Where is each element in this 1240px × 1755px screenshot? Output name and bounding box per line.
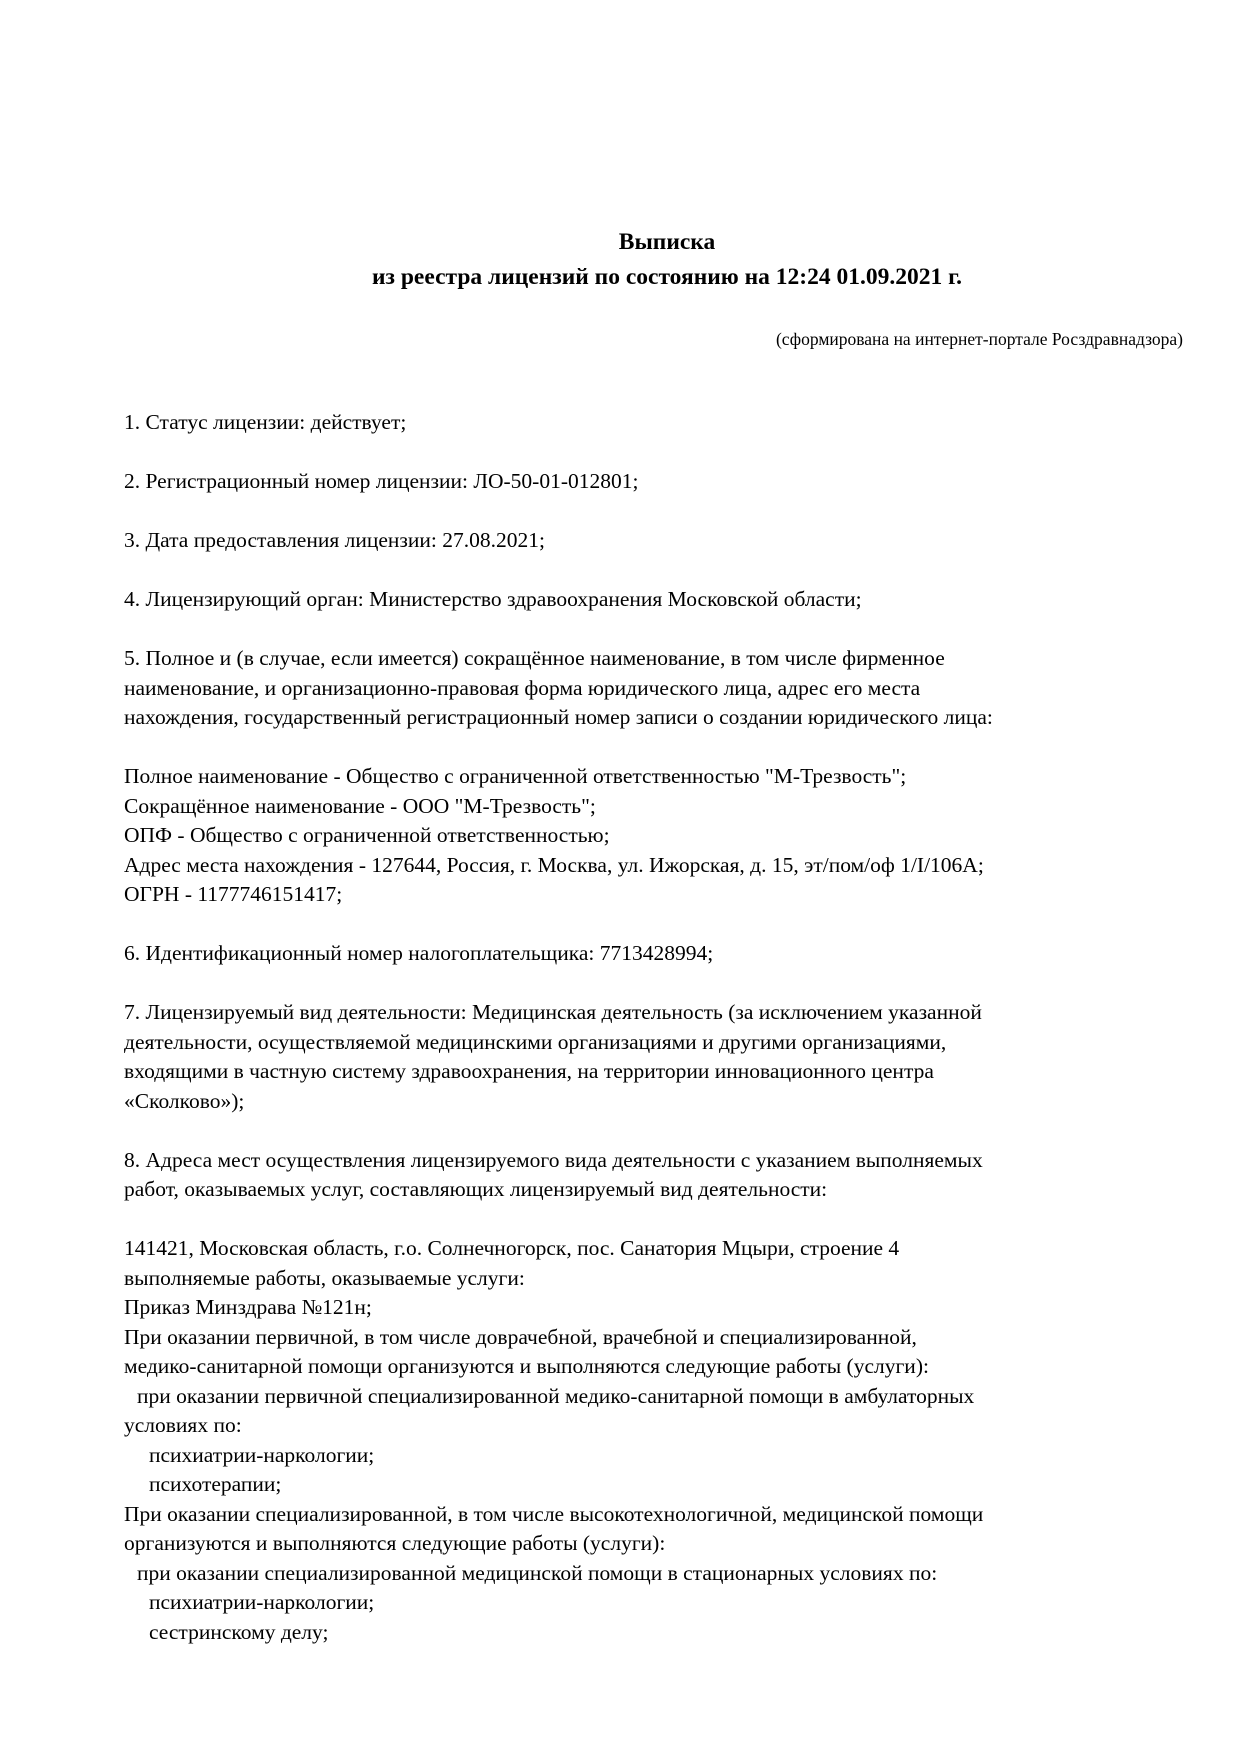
document-line: Приказ Минздрава №121н; — [124, 1295, 372, 1319]
document-line: «Сколково»); — [124, 1088, 245, 1113]
document-line: организуются и выполняются следующие работы (услуги): — [124, 1531, 666, 1555]
paragraph-block — [124, 585, 1210, 615]
document-line: 6. Идентификационный номер налогоплательщика: 7713428994; — [124, 941, 714, 965]
document-line: 5. Полное и (в случае, если имеется) сокращённое наименование, в том числе фирменное — [124, 646, 945, 670]
document-line: При оказании специализированной, в том числе высокотехнологичной, медицинской помощи — [124, 1501, 984, 1526]
document-body — [124, 408, 1210, 1647]
document-line: наименование, и организационно-правовая форма юридического лица, адрес его места — [124, 675, 921, 700]
document-line: Адрес места нахождения - 127644, Россия, г. Москва, ул. Ижорская, д. 15, эт/пом/оф 1/I/106А; — [124, 852, 984, 877]
paragraph-block — [124, 644, 1210, 733]
document-line: входящими в частную систему здравоохранения, на территории инновационного центра — [124, 1059, 934, 1083]
document-line: 1. Статус лицензии: действует; — [124, 410, 407, 434]
document-line: деятельности, осуществляемой медицинскими организациями и другими организациями, — [124, 1029, 947, 1054]
document-line: нахождения, государственный регистрационный номер записи о создании юридического лица: — [124, 705, 993, 729]
document-line: 2. Регистрационный номер лицензии: ЛО-50-01-012801; — [124, 469, 639, 493]
document-line: 4. Лицензирующий орган: Министерство здравоохранения Московской области; — [124, 587, 862, 611]
document-line: при оказании первичной специализированной медико-санитарной помощи в амбулаторных — [137, 1383, 975, 1408]
document-line: Сокращённое наименование - ООО "М-Трезвость"; — [124, 793, 596, 818]
paragraph-block — [124, 1234, 1210, 1647]
document-line: ОПФ - Общество с ограниченной ответственностью; — [124, 823, 610, 847]
document-title-line-1: Выписка — [618, 229, 716, 255]
document-title — [124, 0, 1210, 295]
document-line: психиатрии-наркологии; — [149, 1590, 375, 1614]
paragraph-block — [124, 1146, 1210, 1205]
document-content — [124, 0, 1210, 1647]
document-line: При оказании первичной, в том числе доврачебной, врачебной и специализированной, — [124, 1324, 917, 1349]
document-line: условиях по: — [124, 1413, 242, 1437]
document-line: психиатрии-наркологии; — [149, 1442, 375, 1467]
paragraph-block — [124, 939, 1210, 969]
paragraph-block — [124, 998, 1210, 1116]
document-line: 3. Дата предоставления лицензии: 27.08.2021; — [124, 528, 545, 552]
document-line: 8. Адреса мест осуществления лицензируемого вида деятельности с указанием выполняемых — [124, 1147, 983, 1172]
paragraph-block — [124, 526, 1210, 556]
document-line: выполняемые работы, оказываемые услуги: — [124, 1265, 525, 1290]
document-line: психотерапии; — [149, 1472, 282, 1496]
document-line: Полное наименование - Общество с ограниченной ответственностью "М-Трезвость"; — [124, 764, 907, 788]
document-line: работ, оказываемых услуг, составляющих лицензируемый вид деятельности: — [124, 1177, 828, 1201]
document-line: при оказании специализированной медицинской помощи в стационарных условиях по: — [137, 1560, 938, 1585]
document-line: 7. Лицензируемый вид деятельности: Медицинская деятельность (за исключением указанной — [124, 1000, 982, 1024]
paragraph-block — [124, 408, 1210, 438]
paragraph-block — [124, 467, 1210, 497]
document-source-note: (сформирована на интернет-портале Росздравнадзора) — [775, 329, 1183, 349]
document-line: ОГРН - 1177746151417; — [124, 882, 343, 906]
document-line: медико-санитарной помощи организуются и выполняются следующие работы (услуги): — [124, 1354, 929, 1378]
paragraph-block — [124, 762, 1210, 910]
document-title-line-2: из реестра лицензий по состоянию на 12:24 01.09.2021 г. — [372, 264, 962, 290]
document-line: сестринскому делу; — [149, 1619, 329, 1644]
document-line: 141421, Московская область, г.о. Солнечногорск, пос. Санатория Мцыри, строение 4 — [124, 1236, 900, 1260]
